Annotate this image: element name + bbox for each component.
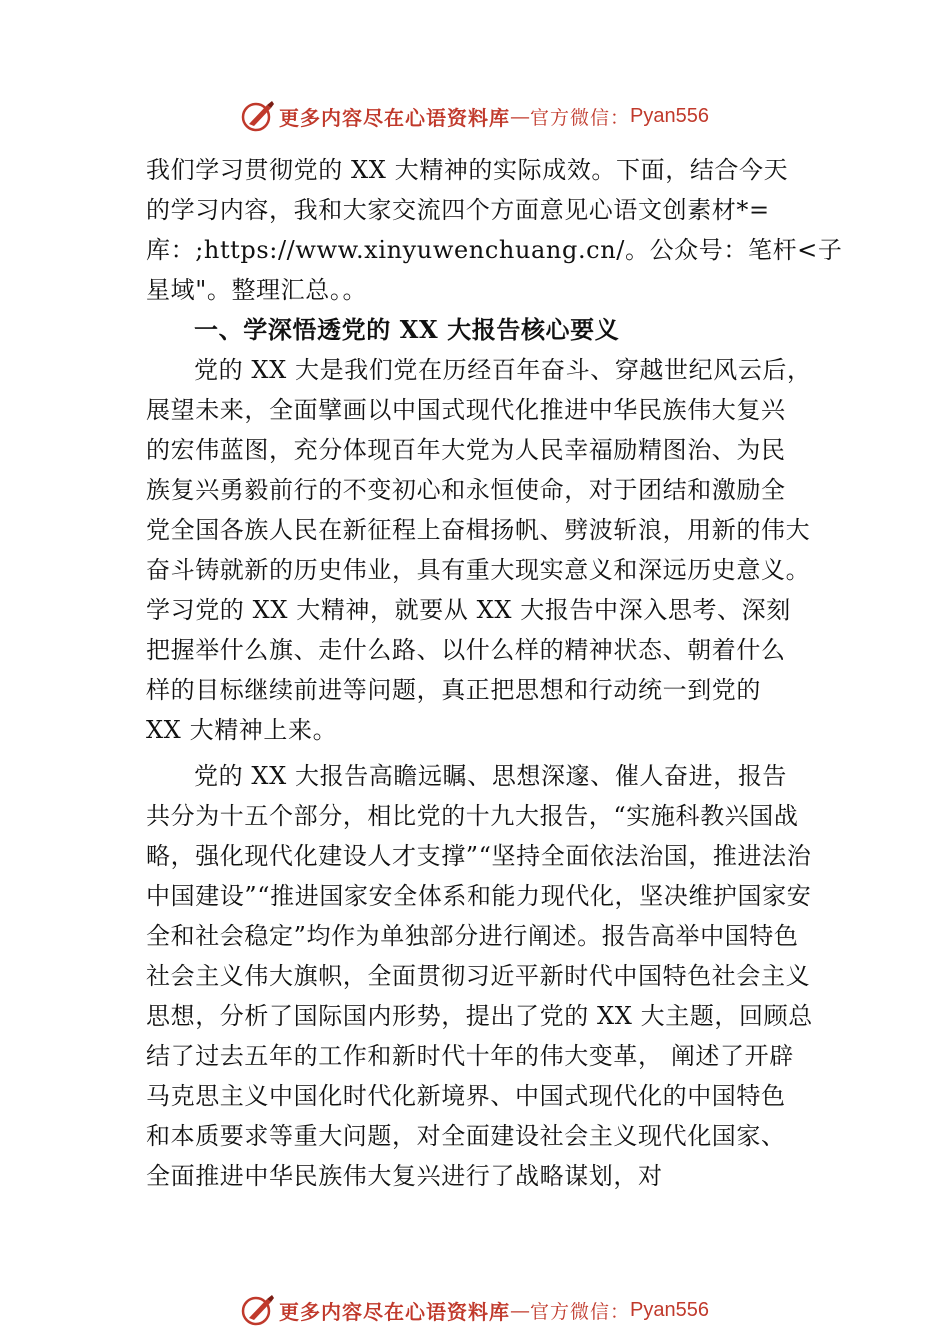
banner-separator: — <box>510 104 530 128</box>
banner-account: Pyan556 <box>630 1298 709 1321</box>
text-line: 党的 XX 大是我们党在历经百年奋斗、穿越世纪风云后， <box>194 356 812 384</box>
paragraph-2 <box>146 756 820 1196</box>
banner-wechat-label: 官方微信： <box>530 106 631 129</box>
text-line: 把握举什么旗、走什么路、以什么样的精神状态、朝着什么 <box>146 636 786 664</box>
text-line: 全和社会稳定”均作为单独部分进行阐述。报告高举中国特色 <box>146 922 799 950</box>
footer-banner <box>0 1290 950 1330</box>
text-line: 共分为十五个部分，相比党的十九大报告，“实施科教兴国战 <box>146 802 799 830</box>
paragraph-intro <box>146 150 843 310</box>
text-line: 党全国各族人民在新征程上奋楫扬帆、劈波斩浪，用新的伟大 <box>146 516 811 544</box>
text-line: 党的 XX 大报告高瞻远瞩、思想深邃、催人奋进，报告 <box>194 762 788 790</box>
text-line: 思想，分析了国际国内形势，提出了党的 XX 大主题，回顾总 <box>146 1002 813 1030</box>
paragraph-1 <box>146 350 820 750</box>
text-line: 星域"。整理汇总。。 <box>146 276 368 304</box>
text-line: XX 大精神上来。 <box>146 716 338 744</box>
text-line: 学习党的 XX 大精神，就要从 XX 大报告中深入思考、深刻 <box>146 596 791 624</box>
text-line: 结了过去五年的工作和新时代十年的伟大变革， 阐述了开辟 <box>146 1042 794 1070</box>
text-line: 的宏伟蓝图，充分体现百年大党为人民幸福励精图治、为民 <box>146 436 786 464</box>
text-line: 社会主义伟大旗帜，全面贯彻习近平新时代中国特色社会主义 <box>146 962 811 990</box>
section-heading: 一、学深悟透党的 XX 大报告核心要义 <box>194 315 620 344</box>
text-line: 马克思主义中国化时代化新境界、中国式现代化的中国特色 <box>146 1082 786 1110</box>
text-line: 族复兴勇毅前行的不变初心和永恒使命，对于团结和激励全 <box>146 476 786 504</box>
document-body <box>146 150 843 1196</box>
banner-separator: — <box>510 1298 530 1322</box>
text-line: 略，强化现代化建设人才支撑”“坚持全面依法治国，推进法治 <box>146 842 812 870</box>
text-line: 中国建设”“推进国家安全体系和能力现代化，坚决维护国家安 <box>146 882 812 910</box>
text-line: 样的目标继续前进等问题，真正把思想和行动统一到党的 <box>146 676 761 704</box>
text-line: 奋斗铸就新的历史伟业，具有重大现实意义和深远历史意义。 <box>146 556 811 584</box>
text-line: 展望未来，全面擘画以中国式现代化推进中华民族伟大复兴 <box>146 396 786 424</box>
banner-brand: 更多内容尽在心语资料库 <box>279 1299 510 1324</box>
banner-account: Pyan556 <box>630 104 709 127</box>
banner-wechat-label: 官方微信： <box>530 1300 631 1323</box>
pen-logo-icon <box>241 1293 275 1327</box>
banner-brand: 更多内容尽在心语资料库 <box>279 105 510 130</box>
text-line: 我们学习贯彻党的 XX 大精神的实际成效。下面，结合今天 <box>146 156 789 184</box>
pen-logo-icon <box>241 99 275 133</box>
text-line: 的学习内容，我和大家交流四个方面意见心语文创素材*= <box>146 196 770 224</box>
text-line: 库：;https://www.xinyuwenchuang.cn/。公众号：笔杆<子 <box>146 236 843 264</box>
text-line: 和本质要求等重大问题，对全面建设社会主义现代化国家、 <box>146 1122 786 1150</box>
header-banner <box>0 96 950 136</box>
text-line: 全面推进中华民族伟大复兴进行了战略谋划，对 <box>146 1162 663 1190</box>
